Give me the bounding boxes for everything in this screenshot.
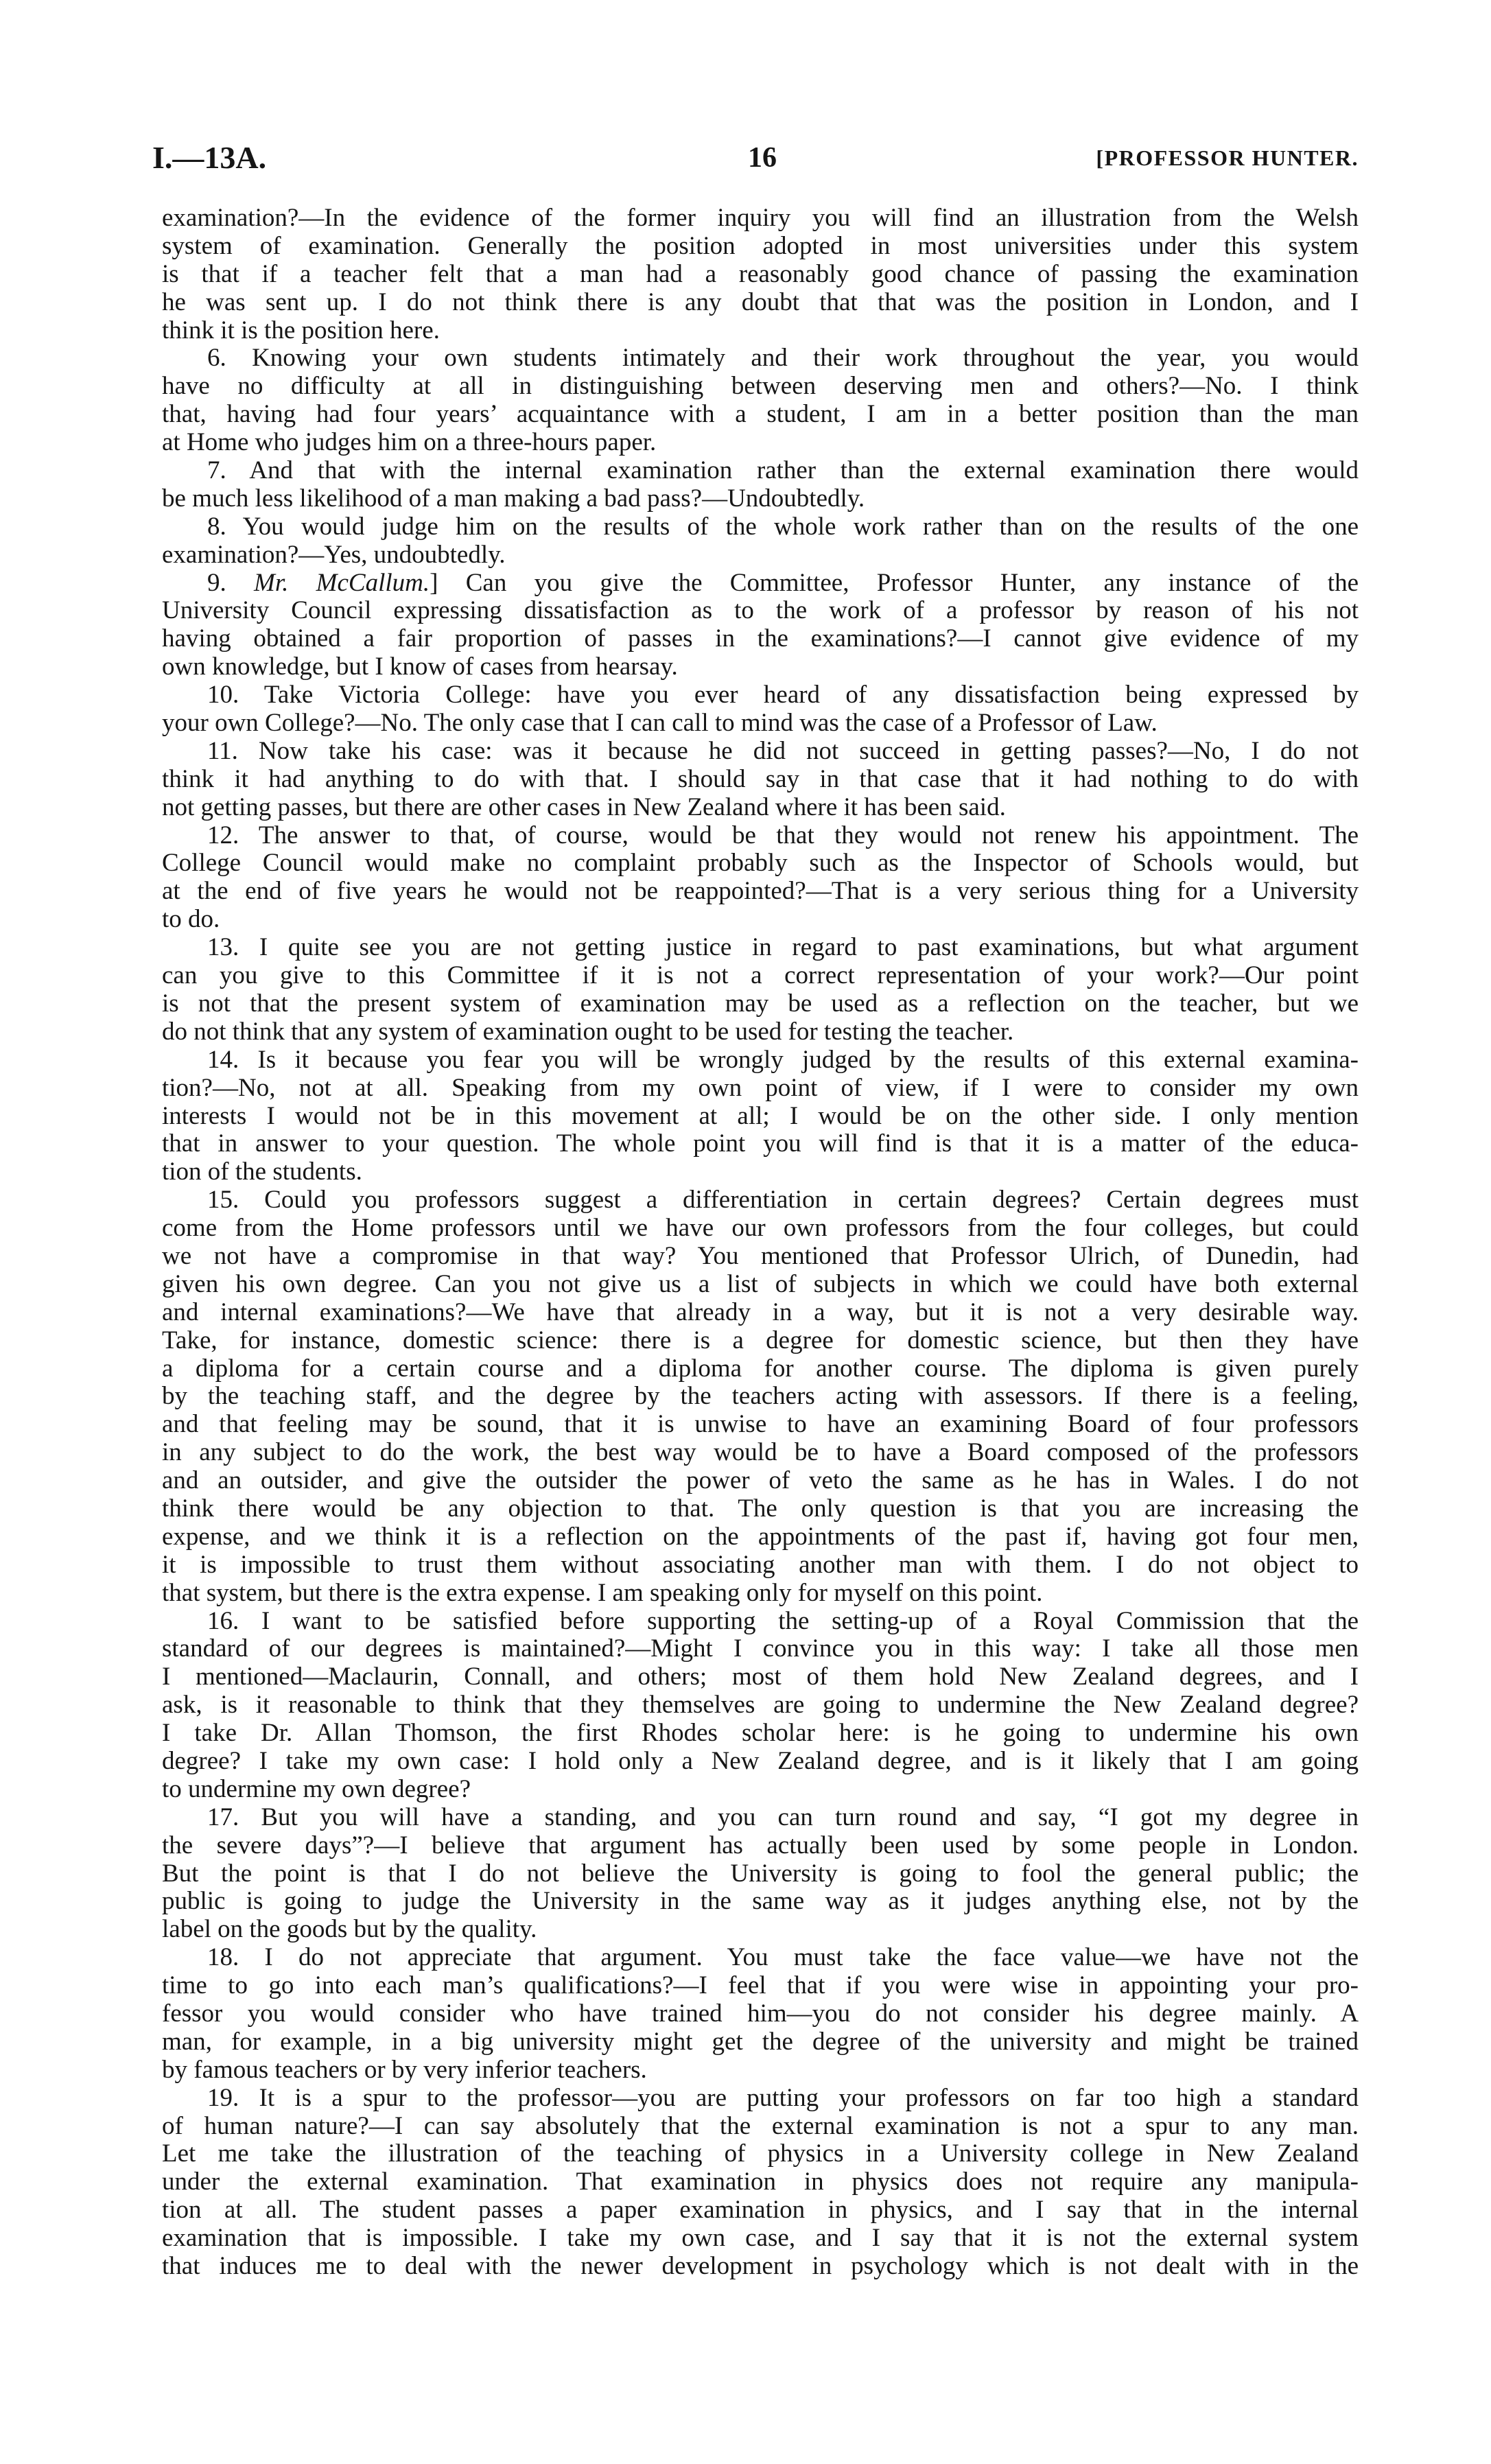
text-line: at Home who judges him on a three-hours paper. (162, 428, 657, 457)
text-line: 14. Is it because you fear you will be wrongly judged by the results of this external examina- (207, 1045, 1359, 1074)
text-line: your own College?—No. The only case that I can call to mind was the case of a Professor of Law. (162, 709, 1158, 738)
text-line: come from the Home professors until we have our own professors from the four colleges, but could (162, 1214, 1359, 1243)
text-line: in any subject to do the work, the best way would be to have a Board composed of the professors (162, 1438, 1359, 1467)
paragraph-6 (162, 738, 1359, 822)
text-line: 8. You would judge him on the results of the whole work rather than on the results of the one (207, 512, 1359, 541)
text-line: do not think that any system of examination ought to be used for testing the teacher. (162, 1017, 1014, 1046)
paragraph-5 (162, 681, 1359, 738)
paragraph-12 (162, 1804, 1359, 1944)
paragraph-9 (162, 1046, 1359, 1186)
text-line: Let me take the illustration of the teaching of physics in a University college in New Zealand (162, 2139, 1359, 2168)
paragraph-4 (162, 570, 1359, 682)
text-line: standard of our degrees is maintained?—Might I convince you in this way: I take all those men (162, 1634, 1359, 1663)
text-line: man, for example, in a big university might get the degree of the university and might be trained (162, 2027, 1359, 2056)
text-line: I take Dr. Allan Thomson, the first Rhodes scholar here: is he going to undermine his own (162, 1719, 1359, 1748)
text-line: public is going to judge the University in the same way as it judges anything else, not by the (162, 1887, 1359, 1916)
text-line: think it is the position here. (162, 316, 440, 344)
text-line: time to go into each man’s qualifications?—I feel that if you were wise in appointing your pro- (162, 1971, 1359, 2000)
text-line: fessor you would consider who have trained him—you do not consider his degree mainly. A (162, 1999, 1359, 2028)
text-line: 16. I want to be satisfied before supporting the setting-up of a Royal Commission that the (207, 1606, 1359, 1635)
text-line: that induces me to deal with the newer development in psychology which is not dealt with in the (162, 2252, 1359, 2281)
paragraph-7 (162, 822, 1359, 935)
text-line: by famous teachers or by very inferior teachers. (162, 2055, 647, 2084)
text-line: think it had anything to do with that. I should say in that case that it had nothing to do with (162, 764, 1359, 793)
text-line: under the external examination. That examination in physics does not require any manipula- (162, 2168, 1359, 2196)
text-line: College Council would make no complaint probably such as the Inspector of Schools would, but (162, 849, 1359, 878)
text-line: at the end of five years he would not be reappointed?—That is a very serious thing for a University (162, 877, 1359, 906)
text-line: 19. It is a spur to the professor—you are putting your professors on far too high a standard (207, 2083, 1359, 2112)
text-line: examination?—Yes, undoubtedly. (162, 540, 506, 569)
text-line: we not have a compromise in that way? You mentioned that Professor Ulrich, of Dunedin, had (162, 1241, 1359, 1270)
text-line: own knowledge, but I know of cases from hearsay. (162, 653, 678, 681)
text-line: label on the goods but by the quality. (162, 1915, 537, 1944)
text-line: University Council expressing dissatisfaction as to the work of a professor by reason of his not (162, 596, 1359, 625)
paragraph-13 (162, 1944, 1359, 2084)
paragraph-8 (162, 934, 1359, 1046)
text-line: having obtained a fair proportion of passes in the examinations?—I cannot give evidence of my (162, 624, 1359, 653)
text-segment: ] Can you give the Committee, Professor Hunter, any instance of the (430, 568, 1359, 597)
text-line: and internal examinations?—We have that already in a way, but it is not a very desirable way. (162, 1298, 1359, 1326)
text-line: think there would be any objection to that. The only question is that you are increasing the (162, 1494, 1359, 1523)
text-line: of human nature?—I can say absolutely that the external examination is not a spur to any man. (162, 2111, 1359, 2140)
paragraph-14 (162, 2085, 1359, 2281)
text-line: that, having had four years’ acquaintance with a student, I am in a better position than the man (162, 400, 1359, 429)
running-head-witness: [PROFESSOR HUNTER. (1096, 145, 1359, 170)
text-line: he was sent up. I do not think there is any doubt that that was the position in London, and I (162, 288, 1359, 316)
text-line: But the point is that I do not believe the University is going to fool the general public; the (162, 1859, 1359, 1888)
text-line: by the teaching staff, and the degree by the teachers acting with assessors. If there is a feeling, (162, 1382, 1359, 1411)
text-line: 18. I do not appreciate that argument. You must take the face value—we have not the (207, 1943, 1359, 1972)
text-line: that system, but there is the extra expense. I am speaking only for myself on this point. (162, 1578, 1043, 1607)
text-line: is that if a teacher felt that a man had a reasonably good chance of passing the examination (162, 259, 1359, 288)
text-line: 7. And that with the internal examination rather than the external examination there would (207, 456, 1359, 485)
document-reference: I.—13A. (152, 140, 267, 175)
text-line: a diploma for a certain course and a diploma for another course. The diploma is given purely (162, 1354, 1359, 1383)
text-line: have no difficulty at all in distinguishing between deserving men and others?—No. I think (162, 372, 1359, 401)
text-line: and an outsider, and give the outsider the power of veto the same as he has in Wales. I do not (162, 1466, 1359, 1495)
paragraph-10 (162, 1186, 1359, 1607)
paragraph-0 (162, 204, 1359, 344)
text-line: examination that is impossible. I take my own case, and I say that it is not the external system (162, 2224, 1359, 2253)
paragraph-3 (162, 513, 1359, 570)
paragraph-11 (162, 1608, 1359, 1804)
text-line: be much less likelihood of a man making a bad pass?—Undoubtedly. (162, 484, 865, 513)
text-line: degree? I take my own case: I hold only a New Zealand degree, and is it likely that I am going (162, 1746, 1359, 1775)
text-line: 13. I quite see you are not getting justice in regard to past examinations, but what argument (207, 933, 1359, 962)
text-line: 10. Take Victoria College: have you ever heard of any dissatisfaction being expressed by (207, 681, 1359, 709)
text-line: 11. Now take his case: was it because he did not succeed in getting passes?—No, I do not (207, 736, 1359, 765)
text-line: to undermine my own degree? (162, 1774, 471, 1803)
text-line: 17. But you will have a standing, and you can turn round and say, “I got my degree in (207, 1803, 1359, 1831)
text-line: can you give to this Committee if it is not a correct representation of your work?—Our point (162, 961, 1359, 990)
speaker-name: Mr. McCallum. (254, 568, 430, 597)
text-line: tion at all. The student passes a paper examination in physics, and I say that in the internal (162, 2196, 1359, 2225)
text-line (162, 570, 1359, 598)
text-segment: 9. (207, 568, 255, 597)
text-line: examination?—In the evidence of the former inquiry you will find an illustration from the Welsh (162, 204, 1359, 232)
text-line: tion?—No, not at all. Speaking from my own point of view, if I were to consider my own (162, 1073, 1359, 1102)
text-line: interests I would not be in this movement at all; I would be on the other side. I only mention (162, 1101, 1359, 1130)
text-line: not getting passes, but there are other cases in New Zealand where it has been said. (162, 793, 1006, 821)
text-line: is not that the present system of examination may be used as a reflection on the teacher, but we (162, 989, 1359, 1018)
text-line: that in answer to your question. The whole point you will find is that it is a matter of the educa- (162, 1129, 1359, 1158)
text-line: 15. Could you professors suggest a differentiation in certain degrees? Certain degrees must (207, 1186, 1359, 1215)
text-line: and that feeling may be sound, that it is unwise to have an examining Board of four professors (162, 1410, 1359, 1439)
text-line: 6. Knowing your own students intimately and their work throughout the year, you would (207, 344, 1359, 373)
text-line: to do. (162, 905, 220, 934)
text-line: I mentioned—Maclaurin, Connall, and others; most of them hold New Zealand degrees, and I (162, 1663, 1359, 1691)
page-body-text (162, 204, 1359, 2281)
paragraph-2 (162, 457, 1359, 513)
text-line: system of examination. Generally the position adopted in most universities under this system (162, 231, 1359, 260)
text-line: expense, and we think it is a reflection on the appointments of the past if, having got four men, (162, 1522, 1359, 1551)
text-line: given his own degree. Can you not give us a list of subjects in which we could have both external (162, 1269, 1359, 1298)
page-number: 16 (748, 142, 777, 174)
text-line: it is impossible to trust them without associating another man with them. I do not object to (162, 1550, 1359, 1579)
text-line: ask, is it reasonable to think that they themselves are going to undermine the New Zealand degree? (162, 1691, 1359, 1720)
paragraph-1 (162, 344, 1359, 457)
text-line: 12. The answer to that, of course, would be that they would not renew his appointment. The (207, 821, 1359, 849)
text-line: the severe days”?—I believe that argument has actually been used by some people in London. (162, 1831, 1359, 1859)
text-line: tion of the students. (162, 1158, 362, 1186)
text-line: Take, for instance, domestic science: there is a degree for domestic science, but then they have (162, 1326, 1359, 1354)
